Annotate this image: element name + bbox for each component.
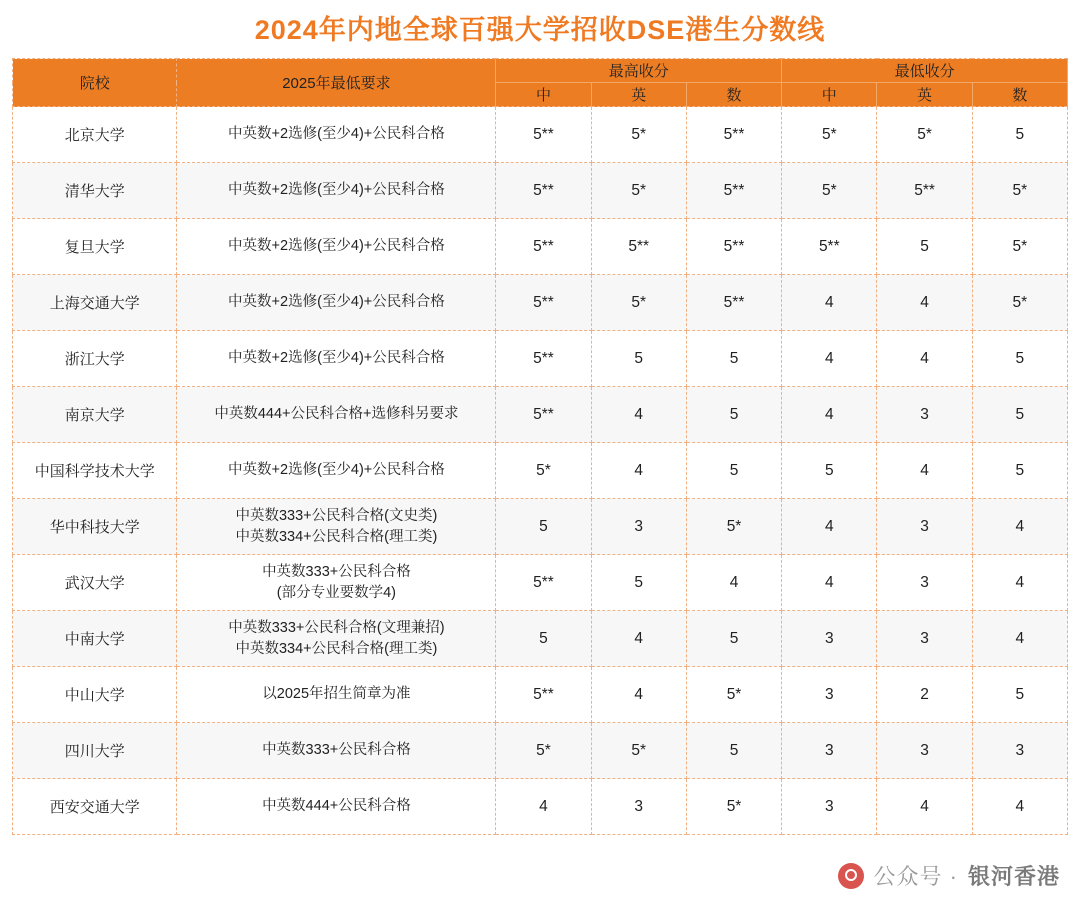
cell-high-math: 5**: [686, 107, 781, 163]
cell-low-english: 4: [877, 779, 972, 835]
cell-high-english: 5**: [591, 219, 686, 275]
cell-school: 中国科学技术大学: [13, 443, 177, 499]
cell-high-math: 5*: [686, 499, 781, 555]
cell-low-english: 3: [877, 555, 972, 611]
cell-high-english: 5*: [591, 107, 686, 163]
header-requirement: 2025年最低要求: [177, 59, 496, 107]
cell-high-english: 4: [591, 443, 686, 499]
cell-high-english: 4: [591, 387, 686, 443]
table-row: [13, 331, 1068, 387]
grades-table: [12, 58, 1068, 835]
cell-low-math: 5: [972, 107, 1067, 163]
cell-low-english: 3: [877, 611, 972, 667]
requirement-line: 中英数334+公民科合格(理工类): [235, 528, 438, 545]
cell-low-chinese: 4: [782, 387, 877, 443]
cell-requirement: [177, 163, 496, 219]
watermark: [838, 860, 1060, 891]
cell-requirement: [177, 779, 496, 835]
header-low-english: 英: [877, 83, 972, 107]
requirement-line: (部分专业要数学4): [276, 584, 397, 601]
cell-low-english: 4: [877, 331, 972, 387]
cell-high-chinese: 5**: [496, 667, 591, 723]
cell-low-english: 4: [877, 275, 972, 331]
table-row: [13, 387, 1068, 443]
cell-low-chinese: 4: [782, 331, 877, 387]
cell-high-english: 5*: [591, 275, 686, 331]
cell-high-chinese: 5**: [496, 275, 591, 331]
cell-school: 上海交通大学: [13, 275, 177, 331]
cell-school: 中南大学: [13, 611, 177, 667]
cell-low-math: 3: [972, 723, 1067, 779]
cell-low-english: 3: [877, 723, 972, 779]
table-header: [13, 59, 1068, 107]
cell-low-chinese: 4: [782, 555, 877, 611]
cell-high-chinese: 5*: [496, 443, 591, 499]
requirement-line: 中英数334+公民科合格(理工类): [235, 640, 438, 657]
cell-high-english: 5*: [591, 723, 686, 779]
cell-high-math: 5*: [686, 779, 781, 835]
table-row: [13, 163, 1068, 219]
cell-low-chinese: 3: [782, 667, 877, 723]
table-row: [13, 555, 1068, 611]
cell-high-math: 5: [686, 611, 781, 667]
cell-school: 武汉大学: [13, 555, 177, 611]
cell-high-math: 5**: [686, 163, 781, 219]
cell-high-chinese: 5: [496, 499, 591, 555]
cell-school: 北京大学: [13, 107, 177, 163]
table-body: [13, 107, 1068, 835]
header-school: 院校: [13, 59, 177, 107]
requirement-line: 中英数444+公民科合格+选修科另要求: [214, 406, 459, 423]
cell-requirement: [177, 667, 496, 723]
table-row: [13, 275, 1068, 331]
cell-low-math: 5*: [972, 275, 1067, 331]
requirement-line: 中英数+2选修(至少4)+公民科合格: [228, 462, 445, 479]
cell-school: 浙江大学: [13, 331, 177, 387]
cell-low-english: 4: [877, 443, 972, 499]
cell-high-english: 5: [591, 555, 686, 611]
cell-low-math: 4: [972, 499, 1067, 555]
cell-high-english: 5*: [591, 163, 686, 219]
table-row: [13, 611, 1068, 667]
cell-low-math: 5: [972, 443, 1067, 499]
requirement-line: 中英数+2选修(至少4)+公民科合格: [228, 294, 445, 311]
cell-high-math: 5**: [686, 219, 781, 275]
wechat-logo-icon: [838, 863, 864, 889]
cell-low-math: 4: [972, 779, 1067, 835]
cell-low-english: 2: [877, 667, 972, 723]
cell-high-english: 3: [591, 779, 686, 835]
requirement-line: 中英数333+公民科合格: [262, 563, 411, 580]
table-row: [13, 107, 1068, 163]
cell-low-chinese: 5: [782, 443, 877, 499]
cell-requirement: [177, 331, 496, 387]
cell-low-chinese: 5**: [782, 219, 877, 275]
cell-requirement: [177, 219, 496, 275]
cell-requirement: [177, 443, 496, 499]
cell-low-math: 5*: [972, 219, 1067, 275]
cell-school: 华中科技大学: [13, 499, 177, 555]
requirement-line: 中英数333+公民科合格(文理兼招): [228, 619, 445, 636]
cell-high-chinese: 5: [496, 611, 591, 667]
cell-high-chinese: 5**: [496, 163, 591, 219]
cell-requirement: [177, 107, 496, 163]
cell-low-english: 3: [877, 499, 972, 555]
header-high-english: 英: [591, 83, 686, 107]
cell-low-chinese: 3: [782, 779, 877, 835]
cell-school: 中山大学: [13, 667, 177, 723]
cell-requirement: [177, 611, 496, 667]
header-low-chinese: 中: [782, 83, 877, 107]
requirement-line: 中英数+2选修(至少4)+公民科合格: [228, 238, 445, 255]
cell-school: 西安交通大学: [13, 779, 177, 835]
cell-low-chinese: 4: [782, 499, 877, 555]
cell-high-chinese: 5**: [496, 555, 591, 611]
cell-low-chinese: 4: [782, 275, 877, 331]
cell-high-chinese: 5*: [496, 723, 591, 779]
cell-low-math: 5: [972, 667, 1067, 723]
header-high-math: 数: [686, 83, 781, 107]
cell-low-english: 5: [877, 219, 972, 275]
cell-school: 复旦大学: [13, 219, 177, 275]
table-row: [13, 667, 1068, 723]
cell-high-math: 5: [686, 331, 781, 387]
cell-low-english: 5**: [877, 163, 972, 219]
cell-requirement: [177, 723, 496, 779]
header-low-math: 数: [972, 83, 1067, 107]
cell-low-math: 5: [972, 387, 1067, 443]
table-row: [13, 779, 1068, 835]
cell-low-math: 5*: [972, 163, 1067, 219]
requirement-line: 中英数+2选修(至少4)+公民科合格: [228, 126, 445, 143]
cell-requirement: [177, 555, 496, 611]
cell-low-english: 5*: [877, 107, 972, 163]
cell-high-chinese: 5**: [496, 387, 591, 443]
cell-high-english: 4: [591, 667, 686, 723]
cell-school: 四川大学: [13, 723, 177, 779]
cell-high-chinese: 5**: [496, 331, 591, 387]
cell-high-math: 5: [686, 387, 781, 443]
cell-high-chinese: 4: [496, 779, 591, 835]
cell-high-math: 5*: [686, 667, 781, 723]
cell-school: 南京大学: [13, 387, 177, 443]
table-row: [13, 443, 1068, 499]
cell-school: 清华大学: [13, 163, 177, 219]
requirement-line: 中英数333+公民科合格(文史类): [235, 507, 438, 524]
cell-low-english: 3: [877, 387, 972, 443]
cell-high-math: 5: [686, 723, 781, 779]
watermark-prefix: 公众号 ·: [873, 864, 958, 889]
cell-low-chinese: 5*: [782, 107, 877, 163]
header-lowest-score-group: 最低收分: [782, 59, 1068, 83]
table-row: [13, 723, 1068, 779]
cell-requirement: [177, 387, 496, 443]
cell-high-english: 5: [591, 331, 686, 387]
cell-requirement: [177, 499, 496, 555]
cell-low-math: 4: [972, 555, 1067, 611]
watermark-brand: 银河香港: [967, 864, 1060, 889]
cell-high-math: 5**: [686, 275, 781, 331]
cell-high-english: 3: [591, 499, 686, 555]
cell-high-chinese: 5**: [496, 219, 591, 275]
cell-low-chinese: 3: [782, 723, 877, 779]
cell-high-math: 5: [686, 443, 781, 499]
cell-low-math: 5: [972, 331, 1067, 387]
table-row: [13, 499, 1068, 555]
header-highest-score-group: 最高收分: [496, 59, 782, 83]
requirement-line: 中英数+2选修(至少4)+公民科合格: [228, 182, 445, 199]
cell-high-chinese: 5**: [496, 107, 591, 163]
cell-low-math: 4: [972, 611, 1067, 667]
cell-high-english: 4: [591, 611, 686, 667]
cell-requirement: [177, 275, 496, 331]
table-row: [13, 219, 1068, 275]
header-high-chinese: 中: [496, 83, 591, 107]
requirement-line: 中英数+2选修(至少4)+公民科合格: [228, 350, 445, 367]
requirement-line: 以2025年招生简章为准: [262, 686, 411, 703]
requirement-line: 中英数444+公民科合格: [262, 798, 411, 815]
cell-high-math: 4: [686, 555, 781, 611]
cell-low-chinese: 3: [782, 611, 877, 667]
cell-low-chinese: 5*: [782, 163, 877, 219]
page-title: 2024年内地全球百强大学招收DSE港生分数线: [254, 15, 826, 45]
requirement-line: 中英数333+公民科合格: [262, 742, 411, 759]
